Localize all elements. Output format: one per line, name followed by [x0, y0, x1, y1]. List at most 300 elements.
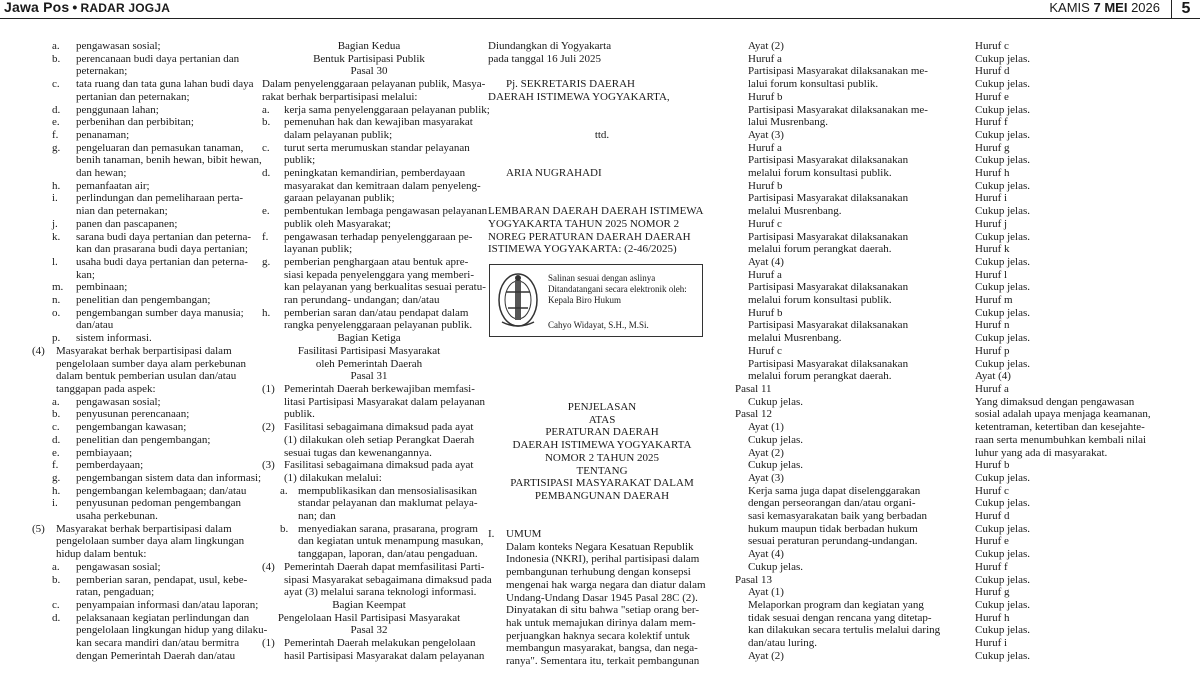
line-text: Dalam penyelenggaraan pelayanan publik, Masya- — [262, 78, 486, 91]
list-label: p. — [52, 332, 61, 345]
line-text: Ayat (1) — [748, 421, 784, 434]
text-line — [32, 243, 248, 256]
text-line — [262, 573, 492, 587]
section-heading — [488, 426, 716, 439]
line-text: Pemerintah Daerah melakukan pengelolaan — [284, 637, 476, 650]
line-text: kan dan prasarana budi daya pertanian; — [76, 243, 248, 256]
line-text: ISTIMEWA YOGYAKARTA: (2-46/2025) — [488, 243, 677, 256]
text-line — [735, 345, 960, 358]
text-line — [262, 78, 486, 91]
list-label: d. — [52, 611, 61, 624]
line-text: Cukup jelas. — [748, 459, 803, 472]
line-text: melalui forum perangkat daerah. — [748, 370, 892, 383]
line-text: pengelolaan sumber daya alam lingkungan — [56, 535, 245, 548]
line-text: Pasal 11 — [735, 382, 772, 395]
line-text: dan hewan; — [76, 167, 127, 180]
text-line — [975, 243, 1165, 256]
list-label: l. — [52, 255, 58, 268]
line-text: dalam pelayanan publik; — [284, 128, 393, 141]
line-text: pengeluaran dan pemasukan tanaman, — [76, 141, 244, 154]
text-line — [262, 192, 476, 205]
text-line — [32, 561, 248, 574]
text-line — [975, 624, 1165, 637]
list-label: d. — [52, 433, 61, 446]
line-text: lalui forum konsultasi publik. — [748, 78, 879, 91]
text-line — [262, 281, 486, 294]
line-text: pengembangan sistem data dan informasi; — [76, 471, 262, 484]
list-label: g. — [262, 255, 271, 268]
line-text: tanggapan, laporan, dan/atau pengaduan. — [298, 548, 478, 561]
text-line — [735, 497, 960, 510]
line-text: Cukup jelas. — [975, 154, 1030, 167]
line-text: Cukup jelas. — [975, 471, 1030, 484]
list-label: e. — [52, 116, 60, 129]
line-text: kan pelayanan yang berkualitas sesuai peratu- — [284, 281, 486, 294]
line-text: ttd. — [594, 128, 610, 141]
line-text: Huruf c — [975, 40, 1009, 52]
line-text: pengawasan sosial; — [76, 40, 161, 52]
line-text: ATAS — [588, 413, 616, 426]
text-line — [262, 167, 476, 180]
line-text: perlindungan dan pemeliharaan perta- — [76, 192, 244, 205]
text-line — [262, 560, 485, 574]
line-text: perencanaan budi daya pertanian dan — [76, 52, 240, 65]
line-text: Huruf f — [975, 560, 1008, 573]
text-line — [975, 91, 1165, 104]
list-label: j. — [52, 217, 58, 230]
line-text: penggunaan lahan; — [76, 103, 159, 116]
text-line — [975, 269, 1165, 282]
text-line — [262, 294, 476, 307]
line-text: hukum maupun tidak berbadan hukum — [748, 522, 918, 535]
masthead — [0, 0, 1200, 19]
text-line — [735, 294, 960, 307]
line-text: pemberian penghargaan atau bentuk apre- — [284, 255, 469, 268]
text-line — [975, 192, 1165, 205]
section-heading — [488, 439, 716, 452]
section-heading — [262, 358, 476, 371]
text-line — [32, 167, 248, 180]
text-line — [975, 421, 1165, 434]
section-heading — [262, 345, 476, 358]
line-text: NOREG PERATURAN DAERAH DAERAH — [488, 230, 691, 243]
text-line — [975, 40, 1165, 53]
text-line — [32, 332, 248, 345]
text-line — [735, 205, 960, 218]
line-text: Cukup jelas. — [975, 78, 1030, 91]
section-heading — [262, 370, 476, 383]
text-line — [975, 574, 1165, 587]
line-text: pelaksanaan kegiatan perlindungan dan — [76, 611, 250, 624]
section-heading — [262, 332, 476, 345]
text-line — [488, 180, 716, 193]
text-line — [975, 650, 1165, 663]
line-text: perbenihan dan perbibitan; — [76, 116, 194, 129]
line-text: Cukup jelas. — [975, 357, 1030, 370]
line-text: Huruf c — [748, 344, 782, 357]
line-text: Huruf e — [975, 90, 1009, 103]
section-heading — [488, 490, 716, 503]
text-line — [32, 459, 248, 472]
line-text: Cukup jelas. — [975, 255, 1030, 268]
text-line — [32, 129, 248, 142]
line-text: Ayat (4) — [975, 370, 1011, 383]
section-heading — [488, 129, 716, 142]
line-text: PERATURAN DAERAH — [545, 426, 659, 439]
text-line — [32, 180, 248, 193]
text-line — [262, 269, 476, 282]
line-text: pemberian saran dan/atau pendapat dalam — [284, 306, 469, 319]
line-text: pemanfaatan air; — [76, 179, 150, 192]
line-text: turut serta merumuskan standar pelayanan — [284, 141, 470, 154]
list-label: n. — [52, 294, 61, 307]
text-line — [735, 129, 960, 142]
line-text: Cukup jelas. — [748, 560, 803, 573]
coat-of-arms-icon — [496, 270, 540, 330]
text-line — [262, 434, 476, 447]
text-line — [975, 485, 1165, 498]
dateline-year: 2026 — [1131, 0, 1160, 15]
line-text: sasi kemasyarakatan baik yang berbadan — [748, 510, 927, 523]
line-text: Ayat (3) — [748, 471, 784, 484]
text-line — [735, 180, 960, 193]
text-line — [262, 383, 476, 396]
brand-name: Jawa Pos — [4, 0, 70, 15]
certification-stamp — [489, 264, 703, 337]
line-text: Cukup jelas. — [975, 522, 1030, 535]
line-text: Pasal 12 — [735, 408, 772, 421]
text-line — [735, 599, 960, 612]
line-text: hasil Partisipasi Masyarakat dalam pelayanan — [284, 649, 485, 662]
text-line — [32, 650, 248, 663]
text-line — [488, 40, 716, 53]
text-line — [975, 358, 1165, 371]
text-line — [488, 592, 716, 605]
text-line — [975, 637, 1165, 650]
page-number: 5 — [1171, 0, 1200, 18]
text-line — [735, 510, 960, 523]
text-line — [975, 180, 1165, 193]
section-number: I. — [488, 528, 495, 541]
text-line — [32, 586, 248, 599]
line-text: ratan, pengaduan; — [76, 586, 155, 599]
text-line — [735, 408, 960, 421]
list-label: a. — [280, 484, 288, 497]
line-text: Ayat (2) — [748, 649, 784, 662]
text-line — [735, 650, 960, 663]
line-text: Ayat (2) — [748, 446, 784, 459]
list-label: d. — [262, 167, 271, 180]
text-line — [975, 231, 1165, 244]
line-text: Fasilitasi sebagaimana dimaksud pada ayat — [284, 459, 474, 472]
line-text: melalui forum perangkat daerah. — [748, 243, 892, 256]
section-heading — [262, 65, 476, 78]
line-text: kan dilakukan secara tertulis melalui daring — [748, 624, 941, 637]
line-text: (1) dilakukan oleh setiap Perangkat Daerah — [284, 433, 475, 446]
line-text: penelitian dan pengembangan; — [76, 294, 211, 307]
text-line — [735, 256, 960, 269]
text-line — [975, 78, 1165, 91]
text-line — [488, 231, 716, 244]
list-label: (1) — [262, 637, 275, 650]
line-text: DAERAH ISTIMEWA YOGYAKARTA, — [488, 90, 670, 103]
line-text: usaha budi daya pertanian dan peterna- — [76, 255, 248, 268]
list-label: (4) — [32, 344, 45, 357]
text-line — [488, 192, 716, 205]
list-label: (3) — [262, 459, 275, 472]
text-line — [32, 40, 248, 53]
line-text: nian dan peternakan; — [76, 205, 168, 218]
line-text: Cukup jelas. — [975, 128, 1030, 141]
list-label: k. — [52, 230, 61, 243]
line-text: usaha perkebunan. — [76, 510, 158, 523]
line-text: Pasal 31 — [350, 370, 388, 383]
line-text: Huruf p — [975, 344, 1010, 357]
text-line — [975, 167, 1165, 180]
line-text: DAERAH ISTIMEWA YOGYAKARTA — [512, 439, 692, 452]
line-text: pengawasan terhadap penyelenggaraan pe- — [284, 230, 473, 243]
list-label: o. — [52, 306, 61, 319]
text-line — [262, 485, 476, 498]
text-line — [32, 319, 248, 332]
text-line — [735, 535, 960, 548]
line-text: melalui forum konsultasi publik. — [748, 294, 892, 307]
line-text: kerja sama penyelenggaraan pelayanan publik; — [284, 103, 490, 116]
stamp-line-1: Salinan sesuai dengan aslinya — [548, 273, 656, 283]
text-line — [488, 642, 716, 655]
dateline — [1049, 2, 1160, 15]
line-text: Huruf g — [975, 141, 1010, 154]
text-line — [32, 154, 262, 167]
column-3-explanation — [488, 401, 716, 668]
text-line — [262, 179, 481, 193]
section-heading — [488, 401, 716, 414]
line-text: rangka penyelenggaraan pelayanan publik. — [284, 319, 473, 332]
text-line — [32, 205, 248, 218]
line-text: Huruf h — [975, 611, 1010, 624]
list-label: f. — [52, 128, 59, 141]
list-label: a. — [52, 40, 60, 52]
text-line — [975, 561, 1165, 574]
line-text: kan secara mandiri dan/atau bermitra — [76, 637, 240, 650]
text-line — [735, 624, 960, 637]
text-line — [32, 358, 248, 371]
line-text: sesuai peraturan perundang-undangan. — [748, 535, 918, 548]
line-text: Cukup jelas. — [975, 179, 1030, 192]
line-text: TENTANG — [576, 464, 628, 477]
text-line — [735, 40, 960, 53]
line-text: Ayat (4) — [748, 255, 784, 268]
text-line — [488, 515, 716, 528]
text-line — [975, 510, 1165, 523]
line-text: pertanian dan peternakan; — [76, 90, 190, 103]
line-text: ranya". Sementara itu, terkait pembangunan — [506, 655, 700, 668]
text-line — [262, 447, 476, 460]
text-line — [735, 421, 960, 434]
text-line — [32, 497, 248, 510]
text-line — [735, 523, 960, 536]
line-text: Cukup jelas. — [975, 598, 1030, 611]
line-text: raan serta menumbuhkan kembali nilai — [975, 433, 1147, 446]
line-text: pengembangan kelembagaan; dan/atau — [76, 484, 247, 497]
list-label: c. — [52, 598, 60, 611]
line-text: Undang-Undang Dasar 1945 Pasal 28C (2). — [506, 591, 698, 604]
line-text: Huruf a — [748, 141, 782, 154]
line-text: Pj. SEKRETARIS DAERAH — [506, 78, 635, 91]
text-line — [32, 78, 254, 91]
text-line — [975, 53, 1165, 66]
line-text: Cukup jelas. — [975, 649, 1030, 662]
text-line — [32, 230, 251, 244]
text-line — [32, 612, 248, 625]
line-text: Fasilitasi sebagaimana dimaksud pada ayat — [284, 421, 474, 434]
text-line — [975, 370, 1165, 383]
text-line — [975, 154, 1165, 167]
line-text: Bagian Ketiga — [337, 332, 401, 345]
line-text: Ayat (3) — [748, 128, 784, 141]
text-line — [32, 548, 248, 561]
line-text: nan; dan — [298, 510, 336, 523]
text-line — [32, 421, 248, 434]
text-line — [32, 471, 262, 485]
line-text: Huruf g — [975, 586, 1010, 599]
text-line — [735, 332, 960, 345]
list-label: i. — [52, 192, 58, 205]
text-line — [262, 395, 485, 409]
line-text: Partisipasi Masyarakat dilaksanakan — [748, 154, 909, 167]
text-line — [32, 192, 248, 205]
text-line — [32, 408, 248, 421]
line-text: mempublikasikan dan mensosialisasikan — [298, 484, 478, 497]
text-line — [975, 612, 1165, 625]
text-line — [262, 586, 476, 599]
line-text: pengelolaan lingkungan hidup yang dilaku- — [76, 624, 268, 637]
text-line — [262, 103, 490, 117]
text-line — [262, 523, 476, 536]
line-text: hidup dalam bentuk: — [56, 548, 147, 561]
text-line — [488, 243, 716, 256]
line-text: NOMOR 2 TAHUN 2025 — [544, 451, 660, 464]
line-text: hak untuk memajukan dirinya dalam mem- — [506, 616, 696, 629]
text-line — [32, 370, 248, 383]
line-text: Huruf n — [975, 319, 1010, 332]
line-text: melalui Musrenbang. — [748, 205, 842, 218]
line-text: Cukup jelas. — [975, 548, 1030, 561]
list-label: f. — [52, 459, 59, 472]
brand-separator: • — [72, 0, 78, 15]
line-text: penanaman; — [76, 128, 130, 141]
list-label: i. — [52, 497, 58, 510]
line-text: LEMBARAN DAERAH DAERAH ISTIMEWA — [488, 205, 704, 218]
line-text: Cukup jelas. — [975, 332, 1030, 345]
text-line — [975, 332, 1165, 345]
text-line — [488, 566, 716, 579]
line-text: tidak sesuai dengan rencana yang ditetap- — [748, 611, 932, 624]
line-text: Huruf f — [975, 116, 1008, 129]
text-line — [488, 104, 716, 117]
section-heading — [488, 452, 716, 465]
section-heading — [262, 599, 476, 612]
text-line — [975, 345, 1165, 358]
line-text: kan; — [76, 268, 95, 281]
text-line — [488, 65, 716, 78]
list-label: (2) — [262, 421, 275, 434]
line-text: PARTISIPASI MASYARAKAT DALAM — [510, 477, 694, 490]
text-line — [735, 104, 960, 117]
line-text: tanggapan pada aspek: — [56, 382, 156, 395]
line-text: pembinaan; — [76, 281, 128, 294]
text-line — [488, 142, 716, 155]
text-line — [32, 116, 248, 129]
line-text: Dinyatakan di situ bahwa "setiap orang ber- — [506, 604, 700, 617]
list-label: c. — [262, 141, 270, 154]
text-line — [975, 218, 1165, 231]
line-text: pembentukan lembaga pengawasan pelayanan — [284, 205, 488, 218]
line-text: pembiayaan; — [76, 446, 133, 459]
line-text: Kerja sama juga dapat diselenggarakan — [748, 484, 921, 497]
text-line — [735, 574, 960, 587]
line-text: dengan perseorangan dan/atau organi- — [748, 497, 916, 510]
column-3 — [488, 40, 716, 675]
text-line — [262, 154, 476, 167]
line-text: PENJELASAN — [567, 401, 637, 413]
text-line — [975, 383, 1165, 396]
line-text: membangun masyarakat, bangsa, dan nega- — [506, 642, 698, 655]
line-text: Huruf e — [975, 535, 1009, 548]
line-text: Huruf a — [748, 52, 782, 65]
text-line — [32, 574, 248, 587]
section-heading — [262, 612, 476, 625]
text-line — [32, 447, 248, 460]
line-text: Pengelolaan Hasil Partisipasi Masyarakat — [277, 611, 461, 624]
line-text: Partisipasi Masyarakat dilaksanakan me- — [748, 103, 928, 116]
line-text: Cukup jelas. — [975, 230, 1030, 243]
text-line — [735, 91, 960, 104]
line-text: standar pelayanan dan maklumat pelaya- — [298, 497, 478, 510]
text-line — [735, 116, 960, 129]
text-line — [262, 91, 476, 104]
text-line — [735, 231, 960, 244]
text-line — [488, 91, 716, 104]
line-text: dengan Pemerintah Daerah dan/atau — [76, 649, 236, 662]
text-line — [735, 142, 960, 155]
text-line — [262, 256, 476, 269]
line-text: Huruf i — [975, 637, 1008, 650]
line-text: Dalam konteks Negara Kesatuan Republik — [506, 540, 694, 553]
text-line — [488, 541, 716, 554]
text-line — [32, 269, 248, 282]
text-line — [735, 459, 960, 472]
text-line — [262, 307, 476, 320]
line-text: YOGYAKARTA TAHUN 2025 NOMOR 2 — [488, 217, 680, 230]
dateline-date: 7 MEI — [1093, 0, 1128, 15]
line-text: Pemerintah Daerah berkewajiban memfasi- — [284, 382, 475, 395]
text-line — [975, 434, 1165, 447]
text-line — [32, 53, 248, 66]
list-label: (4) — [262, 560, 275, 573]
text-line — [975, 497, 1165, 510]
column-1 — [32, 40, 268, 675]
list-label: a. — [262, 103, 270, 116]
line-text: Huruf h — [975, 167, 1010, 180]
line-text: mengenai hak warga negara dan diatur dalam — [506, 578, 706, 591]
line-text: pengembangan sumber daya manusia; — [76, 306, 244, 319]
section-name: RADAR JOGJA — [80, 1, 171, 15]
line-text: (1) dilakukan melalui: — [284, 471, 382, 484]
text-line — [975, 129, 1165, 142]
text-line — [32, 535, 248, 548]
line-text: Cukup jelas. — [975, 306, 1030, 319]
